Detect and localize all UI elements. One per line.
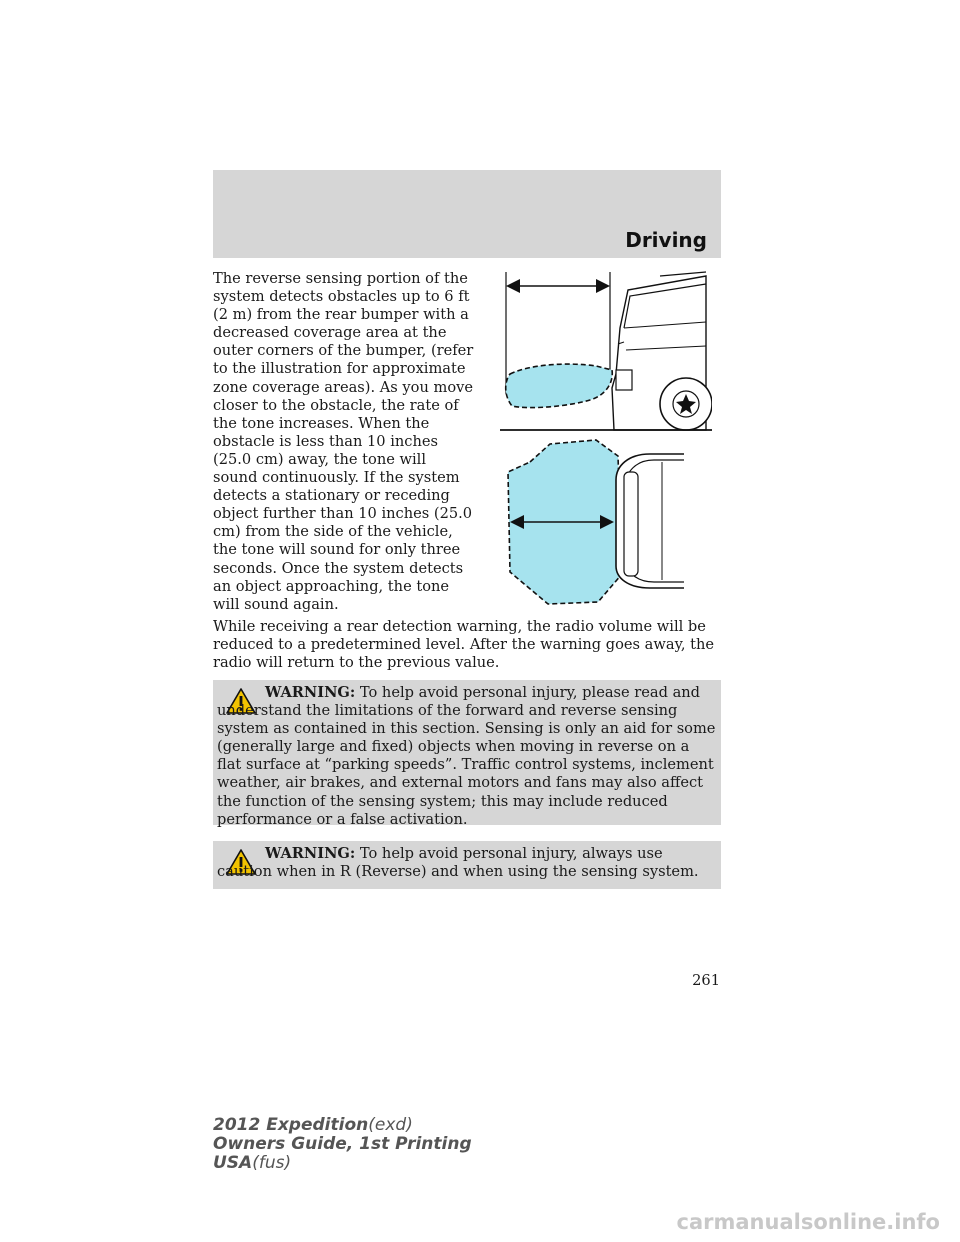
section-title: Driving (625, 228, 707, 252)
footer-model-code: (exd) (368, 1115, 413, 1135)
warning-body: To help avoid personal injury, please read and understand the limitations of the forward and reverse sensing system as contained in this section. Sensing is only an aid for some (generally large and fixed) objects when moving in reverse on a flat surface at “parking speeds”. Traffic control systems, inclement weather, air brakes, and external motors and fans may also affect the function of the sensing system; this may include reduced performance or a false activation. (217, 684, 716, 828)
intro-paragraph: The reverse sensing portion of the system detects obstacles up to 6 ft (2 m) from the rear bumper with a decreased coverage area at the outer corners of the bumper, (refer to the illustration for approximate zone coverage areas). As you move closer to the obstacle, the rate of the tone increases. When the obstacle is less than 10 inches (25.0 cm) away, the tone will sound continuously. If the system detects a stationary or receding object further than 10 inches (25.0 cm) from the side of the vehicle, the tone will sound for only three seconds. Once the system detects an object approaching, the tone will sound again. (213, 270, 474, 613)
footer-printing: Owners Guide, 1st Printing (213, 1134, 472, 1154)
watermark: carmanualsonline.info (676, 1210, 940, 1234)
warning-text-1 (217, 684, 717, 829)
warning-label: WARNING: (265, 845, 356, 862)
sensing-zone-illustration (500, 266, 712, 606)
rear-zone-side (506, 364, 613, 408)
section-header (213, 170, 721, 258)
footer-market-code: (fus) (252, 1153, 292, 1173)
page-number: 261 (692, 972, 720, 989)
radio-volume-paragraph: While receiving a rear detection warning, the radio volume will be reduced to a predetermined level. After the warning goes away, the radio will return to the previous value. (213, 618, 715, 672)
warning-box-2 (213, 841, 721, 889)
footer-market: USA (213, 1153, 253, 1173)
arrowhead-right (596, 279, 610, 293)
footer-model: 2012 Expedition (213, 1115, 369, 1135)
print-footer (213, 1116, 472, 1173)
arrowhead-left (506, 279, 520, 293)
warning-text-2 (217, 845, 707, 881)
warning-box-1 (213, 680, 721, 828)
sensing-zone-diagram (500, 266, 712, 606)
warning-body: To help avoid personal injury, always use caution when in R (Reverse) and when using the sensing system. (217, 845, 699, 881)
warning-label: WARNING: (265, 684, 356, 701)
